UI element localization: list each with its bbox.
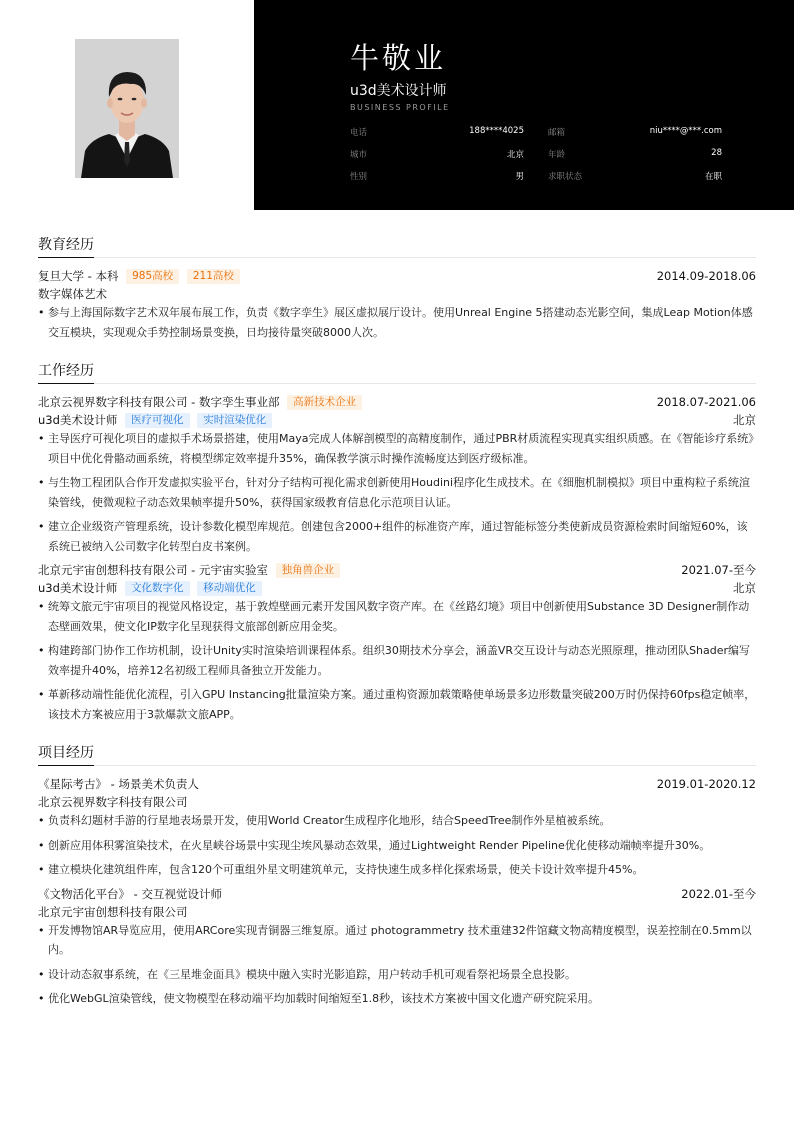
company-tag: 高新技术企业 [287, 395, 362, 410]
age-label: 年龄 [548, 150, 566, 160]
gender-label: 性别 [350, 172, 368, 182]
tag-211: 211高校 [187, 269, 240, 284]
company-name: 北京云视界数字科技有限公司 - 数字孪生事业部 [38, 395, 280, 409]
profile-photo [75, 39, 179, 178]
education-section [38, 234, 756, 347]
phone-value: 188****4025 [469, 126, 524, 136]
major: 数字媒体艺术 [38, 287, 107, 301]
list-item: • 建立模块化建筑组件库，包含120个可重组外星文明建筑单元，支持快速生成多样化探索场景，使关卡设计效率提升45%。 [38, 860, 756, 880]
projects-heading: 项目经历 [38, 742, 94, 766]
job-role-row [38, 579, 756, 597]
list-item: • 构建跨部门协作工作坊机制，设计Unity实时渲染培训课程体系。组织30期技术分享会，涵盖VR交互设计与动态光照原理，推动团队Shader编写效率提升40%，培养12名初级工程师具备独立开发能力。 [38, 641, 756, 680]
age-value: 28 [711, 148, 722, 158]
project-bullets [38, 811, 756, 880]
portrait-image [75, 39, 179, 178]
role-tag: 移动端优化 [197, 581, 262, 596]
email-label: 邮箱 [548, 128, 566, 138]
role-name: u3d美术设计师 [38, 581, 118, 595]
list-item: • 建立企业级资产管理系统，设计参数化模型库规范。创建包含2000+组件的标准资产库，通过智能标签分类使新成员资源检索时间缩短60%，该系统已被纳入公司数字化转型白皮书案例。 [38, 517, 756, 556]
list-item: • 负责科幻题材手游的行星地表场景开发，使用World Creator生成程序化地形，结合SpeedTree制作外星植被系统。 [38, 811, 756, 831]
project-title-row [38, 775, 756, 793]
job-bullets [38, 597, 756, 724]
project-bullets [38, 921, 756, 1009]
role-tag: 文化数字化 [125, 581, 190, 596]
job-role-row [38, 411, 756, 429]
company-name: 北京元宇宙创想科技有限公司 - 元宇宙实验室 [38, 563, 268, 577]
job-status-label: 求职状态 [548, 172, 583, 182]
phone-label: 电话 [350, 128, 368, 138]
city-value: 北京 [506, 150, 524, 160]
education-school-row [38, 267, 756, 285]
job-status-value: 在职 [704, 172, 722, 182]
job-bullets [38, 429, 756, 556]
list-item: • 革新移动端性能优化流程，引入GPU Instancing批量渲染方案。通过重构资源加载策略使单场景多边形数量突破200万时仍保持60fps稳定帧率，该技术方案被应用于3款爆款文旅APP。 [38, 685, 756, 724]
resume-header [0, 0, 794, 210]
project-company-row [38, 903, 756, 921]
project-title-row [38, 885, 756, 903]
info-row-contact [350, 126, 722, 140]
email-value: niu****@***.com [649, 126, 722, 136]
project-name: 《星际考古》 - 场景美术负责人 [38, 777, 199, 791]
list-item: • 创新应用体积雾渲染技术，在火星峡谷场景中实现尘埃风暴动态效果，通过Lightweight Render Pipeline优化使移动端帧率提升30%。 [38, 836, 756, 856]
role-tag: 医疗可视化 [125, 413, 190, 428]
job-title: u3d美术设计师 [350, 83, 447, 99]
list-item: • 主导医疗可视化项目的虚拟手术场景搭建，使用Maya完成人体解剖模型的高精度制作，通过PBR材质流程实现真实组织质感。在《智能诊疗系统》项目中优化骨骼动画系统，将模型绑定效率提升35%，确保教学演示时操作流畅度达到医疗级标准。 [38, 429, 756, 468]
education-dates: 2014.09-2018.06 [656, 269, 756, 283]
projects-section [38, 742, 756, 1014]
job-company-row [38, 561, 756, 579]
tag-985: 985高校 [126, 269, 179, 284]
work-heading: 工作经历 [38, 360, 94, 384]
company-tag: 独角兽企业 [276, 563, 341, 578]
job-company-row [38, 393, 756, 411]
education-major-row [38, 285, 756, 303]
project-dates: 2022.01-至今 [681, 886, 756, 901]
education-bullets [38, 303, 756, 342]
header-info-panel [254, 0, 794, 210]
list-item: • 与生物工程团队合作开发虚拟实验平台，针对分子结构可视化需求创新使用Houdini程序化生成技术。在《细胞机制模拟》项目中重构粒子系统渲染管线，使微观粒子动态效果帧率提升50%，获得国家级教育信息化示范项目认证。 [38, 473, 756, 512]
job-dates: 2021.07-至今 [681, 563, 756, 577]
job-city: 北京 [733, 581, 756, 595]
list-item: • 设计动态叙事系统，在《三星堆金面具》模块中融入实时光影追踪，用户转动手机可观看祭祀场景全息投影。 [38, 965, 756, 985]
list-item: • 参与上海国际数字艺术双年展布展工作，负责《数字孪生》展区虚拟展厅设计。使用Unreal Engine 5搭建动态光影空间，集成Leap Motion体感交互模块，实现观众手势控制场景变换，日均接待量突破8000人次。 [38, 303, 756, 342]
info-row-gender-status [350, 170, 722, 184]
school-name: 复旦大学 - 本科 [38, 269, 119, 283]
project-name: 《文物活化平台》 - 交互视觉设计师 [38, 886, 222, 901]
city-label: 城市 [350, 150, 368, 160]
list-item: • 开发博物馆AR导览应用，使用ARCore实现青铜器三维复原。通过 photogrammetry 技术重建32件馆藏文物高精度模型，误差控制在0.5mm以内。 [38, 921, 756, 960]
gender-value: 男 [515, 172, 524, 182]
project-company: 北京云视界数字科技有限公司 [38, 795, 188, 809]
list-item: • 统筹文旅元宇宙项目的视觉风格设定，基于敦煌壁画元素开发国风数字资产库。在《丝路幻境》项目中创新使用Substance 3D Designer制作动态壁画效果，使文化IP数字化呈现获得文旅部创新应用金奖。 [38, 597, 756, 636]
list-item: • 优化WebGL渲染管线，使文物模型在移动端平均加载时间缩短至1.8秒，该技术方案被中国文化遗产研究院采用。 [38, 989, 756, 1009]
job-dates: 2018.07-2021.06 [656, 395, 756, 409]
role-name: u3d美术设计师 [38, 413, 118, 427]
education-heading: 教育经历 [38, 234, 94, 258]
project-dates: 2019.01-2020.12 [656, 777, 756, 791]
business-profile-label: BUSINESS PROFILE [350, 103, 450, 112]
project-company-row [38, 793, 756, 811]
role-tag: 实时渲染优化 [197, 413, 272, 428]
job-city: 北京 [733, 413, 756, 427]
project-company: 北京元宇宙创想科技有限公司 [38, 904, 188, 919]
candidate-name: 牛敬业 [350, 41, 447, 75]
info-row-city-age [350, 148, 722, 162]
work-section [38, 360, 756, 729]
